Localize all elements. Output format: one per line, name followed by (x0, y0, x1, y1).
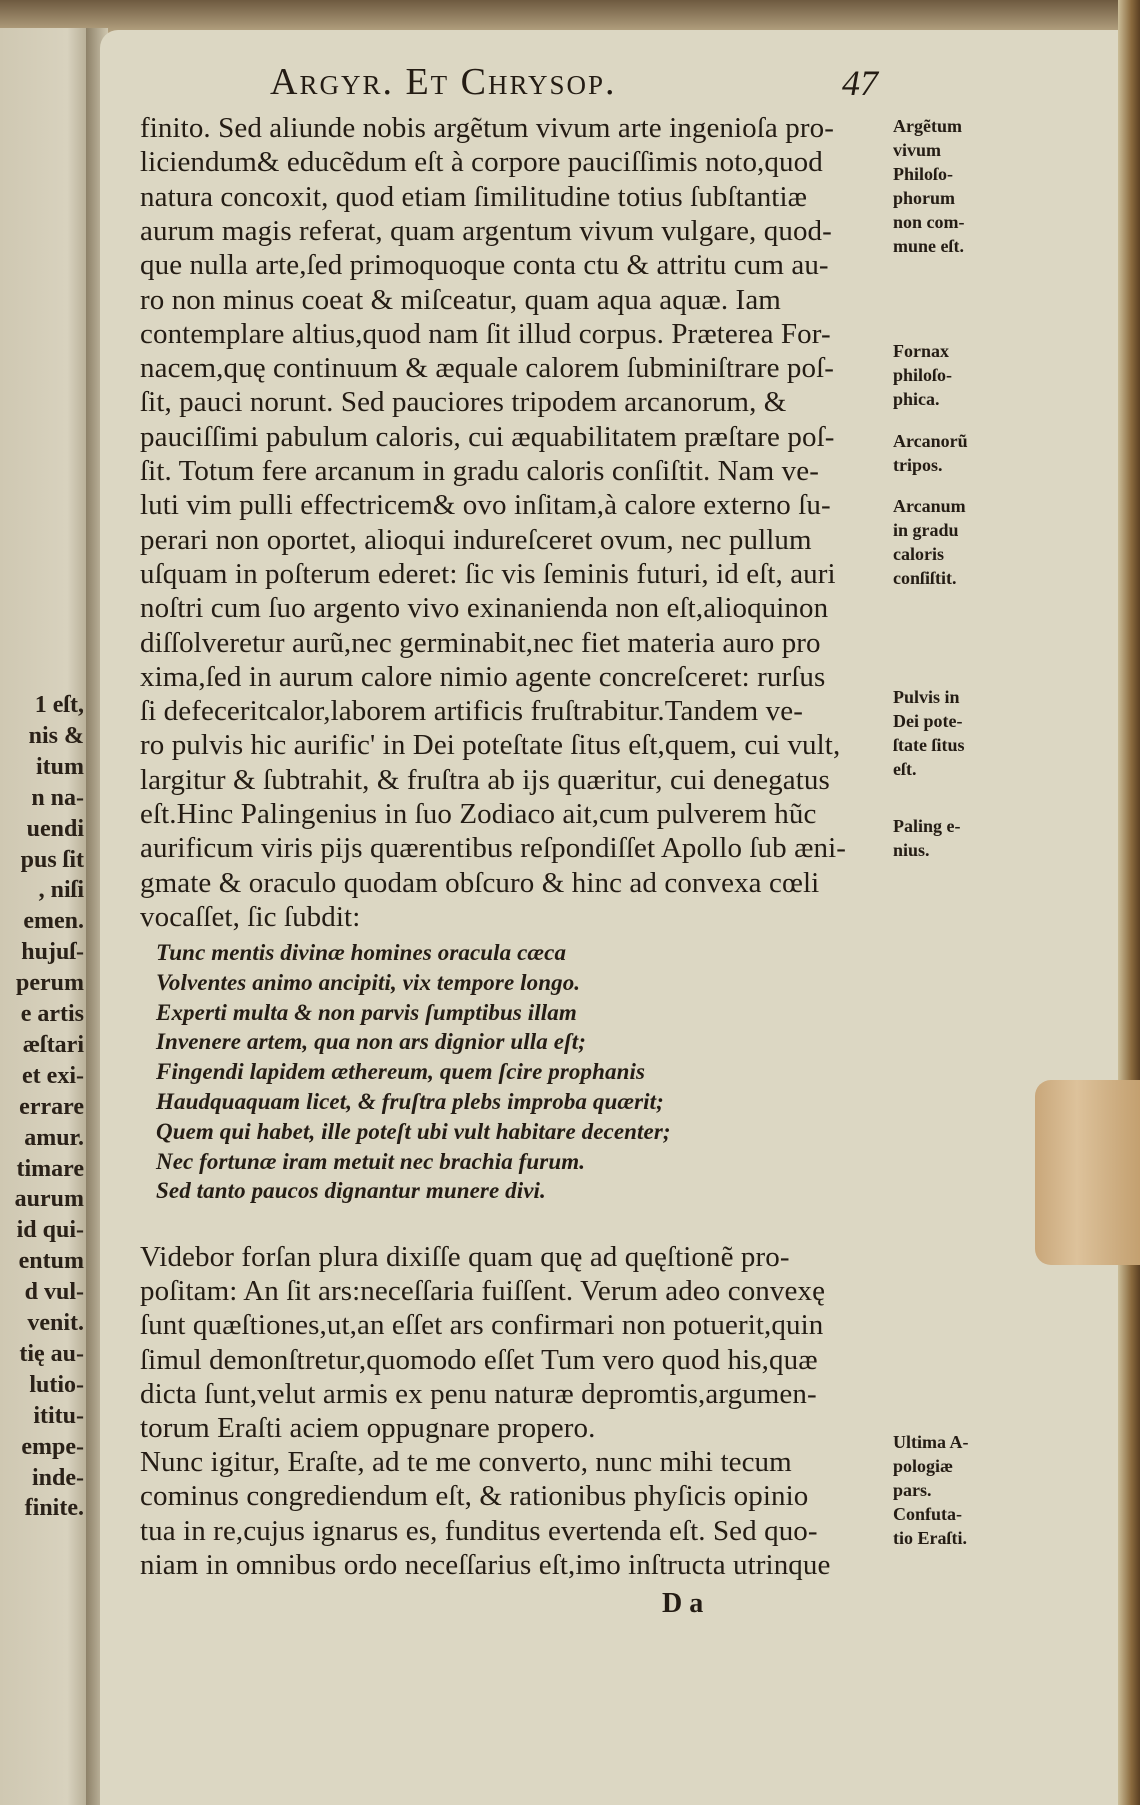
text-line: contemplare altius,quod nam ſit illud corpus. Præterea For- (140, 317, 831, 350)
text-line: noſtri cum ſuo argento vivo exinanienda non eſt,alioquinon (140, 592, 829, 625)
text-line: niam in omnibus ordo neceſſarius eſt,imo inſtructa utrinque (140, 1548, 831, 1581)
verse-line: Sed tanto paucos dignantur munere divi. (156, 1178, 546, 1204)
text-line: gmate & oraculo quodam obſcuro & hinc ad convexa cœli (140, 866, 820, 899)
text-line: xima,ſed in aurum calore nimio agente concreſceret: rurſus (140, 660, 826, 693)
margin-note-line: caloris (893, 544, 944, 564)
margin-note-line: nius. (893, 840, 930, 860)
text-line: uſquam in poſterum ederet: ſic vis ſeminis futuri, id eſt, auri (140, 557, 836, 590)
text-line: vocaſſet, ſic ſubdit: (140, 900, 361, 933)
text-line: Nunc igitur, Eraſte, ad te me converto, nunc mihi tecum (140, 1446, 792, 1479)
margin-note-line: Fornax (893, 341, 949, 361)
left-page-fragment: id qui- (16, 1217, 84, 1244)
text-line: ſimul demonſtretur,quomodo eſſet Tum vero quod his,quæ (140, 1343, 818, 1376)
verse-line: Quem qui habet, ille poteſt ubi vult habitare decenter; (156, 1118, 671, 1144)
signature-mark: D a (662, 1588, 704, 1619)
text-line: eſt.Hinc Palingenius in ſuo Zodiaco ait,cum pulverem hũc (140, 798, 817, 830)
page-edge (1118, 0, 1140, 1805)
text-line: torum Eraſti aciem oppugnare propero. (140, 1412, 596, 1444)
left-page-fragment: ititu- (33, 1402, 84, 1429)
text-line: natura concoxit, quod etiam ſimilitudine totius ſubſtantiæ (140, 180, 808, 213)
text-line: luti vim pulli effectricem& ovo inſitam,à calore externo ſu- (140, 489, 831, 522)
text-line: poſitam: An ſit ars:neceſſaria fuiſſent. Verum adeo convexę (140, 1275, 826, 1308)
margin-note-line: phorum (893, 188, 956, 208)
left-page-fragment: aurum (14, 1186, 84, 1213)
margin-note-line: mune eſt. (893, 236, 964, 256)
text-line: ro non minus coeat & miſceatur, quam aqua aquæ. Iam (140, 283, 781, 316)
text-line: Videbor forſan plura dixiſſe quam quę ad quęſtionẽ pro- (140, 1241, 790, 1273)
left-page-fragment: n na- (31, 784, 84, 811)
left-page-fragment: venit. (27, 1310, 84, 1336)
margin-note-line: tripos. (893, 455, 943, 475)
verse-line: Invenere artem, qua non ars dignior ulla eſt; (156, 1029, 587, 1055)
left-page-fragment: æſtari (22, 1031, 84, 1058)
text-line: ſit. Totum fere arcanum in gradu caloris conſiſtit. Nam ve- (140, 455, 819, 487)
verse-line: Haudquaquam licet, & fruſtra plebs improba quærit; (156, 1089, 664, 1114)
text-line: pauciſſimi pabulum caloris, cui æquabilitatem præſtare poſ- (140, 420, 835, 453)
running-title: Argyr. Et Chrysop. (270, 61, 617, 103)
left-page-fragment: emen. (23, 908, 84, 935)
margin-note-line: Ultima A- (893, 1432, 969, 1452)
margin-note-line: ſtate ſitus (893, 735, 965, 755)
verse-line: Nec fortunæ iram metuit nec brachia furum. (156, 1148, 586, 1174)
text-line: perari non oportet, alioqui indureſceret ovum, nec pullum (140, 523, 812, 556)
margin-note-line: pologiæ (893, 1456, 954, 1476)
text-line: ro pulvis hic aurific' in Dei poteſtate ſitus eſt,quem, cui vult, (140, 729, 841, 762)
margin-note-line: vivum (893, 140, 942, 160)
left-page-fragment: uendi (26, 815, 84, 842)
margin-note-line: Arcanum (893, 496, 966, 516)
left-page-fragment: tię au- (19, 1340, 84, 1367)
left-page-fragment: itum (36, 753, 84, 780)
margin-note-line: phica. (893, 389, 940, 409)
left-page-fragment: pus ſit (20, 846, 84, 873)
text-line: tua in re,cujus ignarus es, funditus evertenda eſt. Sed quo- (140, 1514, 818, 1547)
margin-note-line: Philoſo- (893, 164, 954, 184)
left-page-fragment: inde- (31, 1464, 84, 1491)
left-page-fragment: nis & (28, 722, 84, 749)
left-page-fragment: lutio- (29, 1371, 84, 1398)
text-line: que nulla arte,ſed primoquoque conta ctu & attritu cum au- (140, 249, 829, 282)
left-page (0, 28, 96, 1805)
margin-note-line: in gradu (893, 520, 959, 540)
verse-line: Volventes animo ancipiti, vix tempore longo. (156, 969, 581, 995)
bookmark-tab (1035, 1080, 1140, 1265)
margin-note-line: Argẽtum (893, 116, 962, 136)
verse-line: Experti multa & non parvis ſumptibus illam (156, 999, 577, 1025)
left-page-fragment: hujuſ- (21, 939, 84, 966)
text-line: liciendum& educẽdum eſt à corpore pauciſſimis noto,quod (140, 146, 823, 179)
left-page-fragment: empe- (21, 1433, 84, 1460)
margin-note-line: Paling e- (893, 816, 961, 836)
book-top-shadow (0, 0, 1140, 34)
left-page-fragment: errare (19, 1093, 84, 1120)
text-line: ſi defeceritcalor,laborem artificis fruſtrabitur.Tandem ve- (140, 695, 803, 728)
text-line: cominus congrediendum eſt, & rationibus phyſicis opinio (140, 1480, 809, 1513)
left-page-fragment: e artis (20, 1001, 84, 1027)
text-line: finito. Sed aliunde nobis argẽtum vivum arte ingenioſa pro- (140, 112, 834, 144)
text-line: aurum magis referat, quam argentum vivum vulgare, quod- (140, 214, 832, 247)
text-line: nacem,quę continuum & æquale calorem ſubminiſtrare poſ- (140, 352, 835, 385)
text-line: ſunt quæſtiones,ut,an eſſet ars confirmari non potuerit,quin (140, 1309, 824, 1342)
margin-note-line: Confuta- (893, 1504, 963, 1524)
margin-note-line: philoſo- (893, 365, 953, 385)
left-page-fragment: entum (18, 1248, 84, 1275)
left-page-fragment: amur. (24, 1124, 84, 1151)
text-line: dicta ſunt,velut armis ex penu naturæ depromtis,argumen- (140, 1377, 817, 1410)
left-page-fragment: perum (16, 970, 84, 997)
left-page-fragment: , niſi (38, 877, 84, 904)
margin-note-line: Pulvis in (893, 687, 960, 707)
margin-note-line: conſiſtit. (893, 568, 957, 588)
margin-note-line: Dei pote- (893, 711, 963, 731)
margin-note-line: tio Eraſti. (893, 1528, 967, 1548)
left-page-fragment: d vul- (24, 1279, 84, 1306)
margin-note-line: eſt. (893, 759, 917, 779)
left-page-fragment: finite. (24, 1495, 84, 1522)
verse-line: Tunc mentis divinæ homines oracula cæca (156, 940, 567, 965)
left-page-fragment: et exi- (22, 1062, 84, 1089)
text-line: aurificum viris pijs quærentibus reſpondiſſet Apollo ſub æni- (140, 832, 847, 865)
text-line: largitur & ſubtrahit, & fruſtra ab ijs quæritur, cui denegatus (140, 763, 830, 796)
margin-note-line: Arcanorũ (893, 431, 968, 451)
text-line: diſſolveretur aurũ,nec germinabit,nec fiet materia auro pro (140, 626, 821, 659)
left-page-fragment: timare (16, 1155, 84, 1182)
left-page-fragment: 1 eſt, (34, 692, 84, 718)
page-number: 47 (842, 63, 878, 103)
margin-note-line: pars. (893, 1480, 932, 1500)
text-line: ſit, pauci norunt. Sed pauciores tripodem arcanorum, & (140, 386, 787, 419)
verse-line: Fingendi lapidem æthereum, quem ſcire prophanis (156, 1059, 646, 1085)
margin-note-line: non com- (893, 212, 965, 232)
